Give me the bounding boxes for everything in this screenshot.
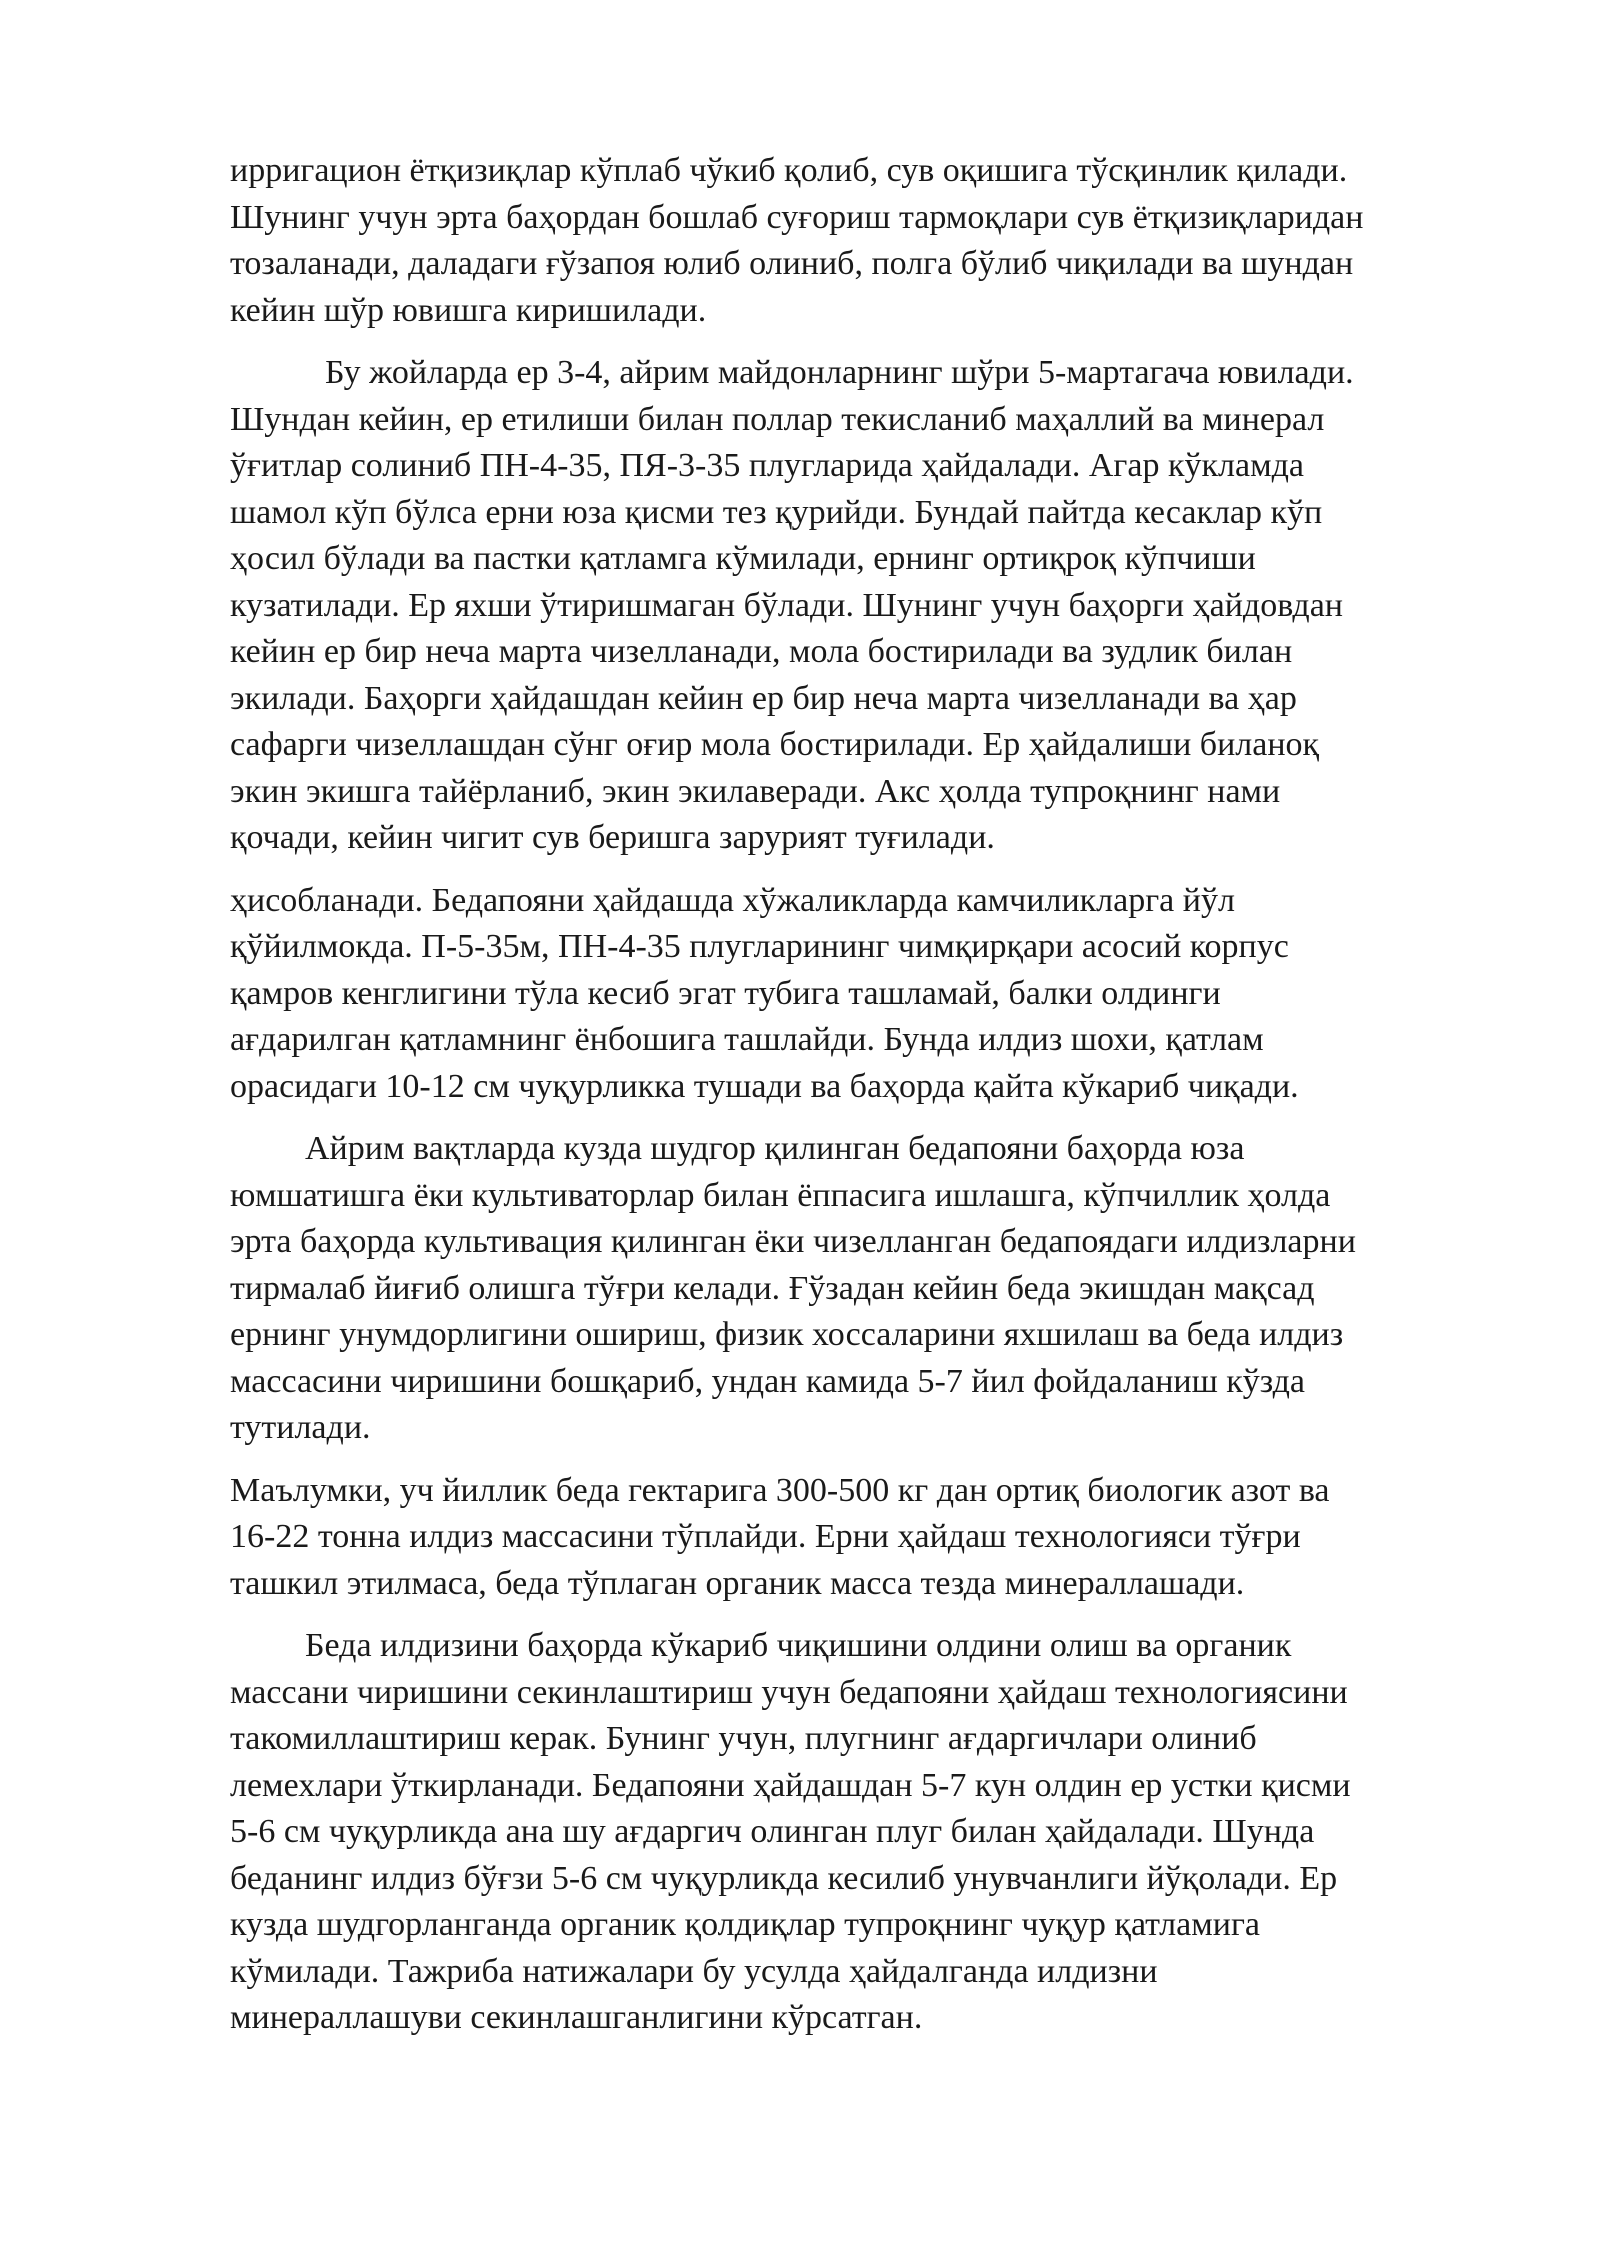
text-line: ағдарилган қатламнинг ёнбошига ташлайди. Бунда илдиз шохи, қатлам xyxy=(230,1021,1264,1058)
text-line: кузатилади. Ер яхши ўтиришмаган бўлади. Шунинг учун баҳорги ҳайдовдан xyxy=(230,586,1343,624)
paragraph-5 xyxy=(230,1468,1510,1608)
text-line: беданинг илдиз бўғзи 5-6 см чуқурликда кесилиб унувчанлиги йўқолади. Ер xyxy=(230,1859,1338,1897)
text-line: экин экишга тайёрланиб, экин экилаверади. Акс ҳолда тупроқнинг нами xyxy=(230,772,1281,810)
paragraph-1 xyxy=(230,148,1510,334)
text-line: Маълумки, уч йиллик беда гектарига 300-500 кг дан ортиқ биологик азот ва xyxy=(230,1471,1330,1509)
paragraph-2 xyxy=(230,350,1510,862)
text-line: Айрим вақтларда кузда шудгор қилинган бедапояни баҳорда юза xyxy=(305,1130,1245,1167)
text-line: қамров кенглигини тўла кесиб эгат тубига ташламай, балки олдинги xyxy=(230,974,1221,1012)
text-line: 16-22 тонна илдиз массасини тўплайди. Ерни ҳайдаш технологияси тўғри xyxy=(230,1518,1301,1555)
text-line: Шунинг учун эрта баҳордан бошлаб суғориш тармоқлари сув ётқизиқларидан xyxy=(230,198,1364,236)
text-line: ернинг унумдорлигини ошириш, физик хоссаларини яхшилаш ва беда илдиз xyxy=(230,1316,1344,1353)
text-line: қочади, кейин чигит сув беришга зарурият туғилади. xyxy=(230,819,995,856)
text-line: ўғитлар солиниб ПН-4-35, ПЯ-3-35 плугларида ҳайдалади. Агар кўкламда xyxy=(230,447,1304,484)
text-line: массани чиришини секинлаштириш учун бедапояни ҳайдаш технологиясини xyxy=(230,1673,1348,1711)
text-line: Беда илдизини баҳорда кўкариб чиқишини олдини олиш ва органик xyxy=(305,1627,1292,1664)
text-line: ҳосил бўлади ва пастки қатламга кўмилади, ернинг ортиқроқ кўпчиши xyxy=(230,540,1256,577)
text-line: Шундан кейин, ер етилиши билан поллар текисланиб маҳаллий ва минерал xyxy=(230,400,1325,438)
text-line: тозаланади, даладаги ғўзапоя юлиб олиниб, полга бўлиб чиқилади ва шундан xyxy=(230,245,1354,282)
text-line: ҳисобланади. Бедапояни ҳайдашда хўжаликларда камчиликларга йўл xyxy=(230,881,1235,919)
text-line: эрта баҳорда культивация қилинган ёки чизелланган бедапоядаги илдизларни xyxy=(230,1223,1356,1260)
text-line: экилади. Баҳорги ҳайдашдан кейин ер бир неча марта чизелланади ва ҳар xyxy=(230,679,1297,717)
text-line: кузда шудгорланганда органик қолдиқлар тупроқнинг чуқур қатламига xyxy=(230,1906,1260,1943)
text-line: кўмилади. Тажриба натижалари бу усулда ҳайдалганда илдизни xyxy=(230,1952,1158,1990)
paragraph-4 xyxy=(230,1126,1510,1452)
text-line: такомиллаштириш керак. Бунинг учун, плугнинг ағдаргичлари олиниб xyxy=(230,1720,1257,1757)
text-line: тирмалаб йиғиб олишга тўғри келади. Ғўзадан кейин беда экишдан мақсад xyxy=(230,1269,1315,1307)
text-line: сафарги чизеллашдан сўнг оғир мола бостирилади. Ер ҳайдалиши биланоқ xyxy=(230,726,1320,763)
text-line: юмшатишга ёки культиваторлар билан ёппасига ишлашга, кўпчиллик ҳолда xyxy=(230,1176,1331,1214)
text-line: шамол кўп бўлса ерни юза қисми тез қурийди. Бундай пайтда кесаклар кўп xyxy=(230,493,1323,531)
document-page xyxy=(230,148,1510,2058)
text-line: ирригацион ётқизиқлар кўплаб чўкиб қолиб, сув оқишига тўсқинлик қилади. xyxy=(230,152,1348,189)
text-line: минераллашуви секинлашганлигини кўрсатган. xyxy=(230,1999,923,2036)
text-line: лемехлари ўткирланади. Бедапояни ҳайдашдан 5-7 кун олдин ер устки қисми xyxy=(230,1766,1351,1804)
text-line: ташкил этилмаса, беда тўплаган органик масса тезда минераллашади. xyxy=(230,1564,1245,1602)
text-line: тутилади. xyxy=(230,1409,371,1446)
paragraph-6 xyxy=(230,1623,1510,2042)
text-line: Бу жойларда ер 3-4, айрим майдонларнинг шўри 5-мартагача ювилади. xyxy=(325,354,1354,391)
text-line: орасидаги 10-12 см чуқурликка тушади ва баҳорда қайта кўкариб чиқади. xyxy=(230,1067,1299,1105)
paragraph-3 xyxy=(230,878,1510,1111)
text-line: кейин шўр ювишга киришилади. xyxy=(230,291,707,329)
text-line: массасини чиришини бошқариб, ундан камида 5-7 йил фойдаланиш кўзда xyxy=(230,1362,1306,1400)
text-line: қўйилмокда. П-5-35м, ПН-4-35 плугларининг чимқирқари асосий корпус xyxy=(230,928,1289,965)
text-line: 5-6 см чуқурликда ана шу ағдаргич олинган плуг билан ҳайдалади. Шунда xyxy=(230,1813,1315,1850)
text-line: кейин ер бир неча марта чизелланади, мола бостирилади ва зудлик билан xyxy=(230,633,1293,670)
